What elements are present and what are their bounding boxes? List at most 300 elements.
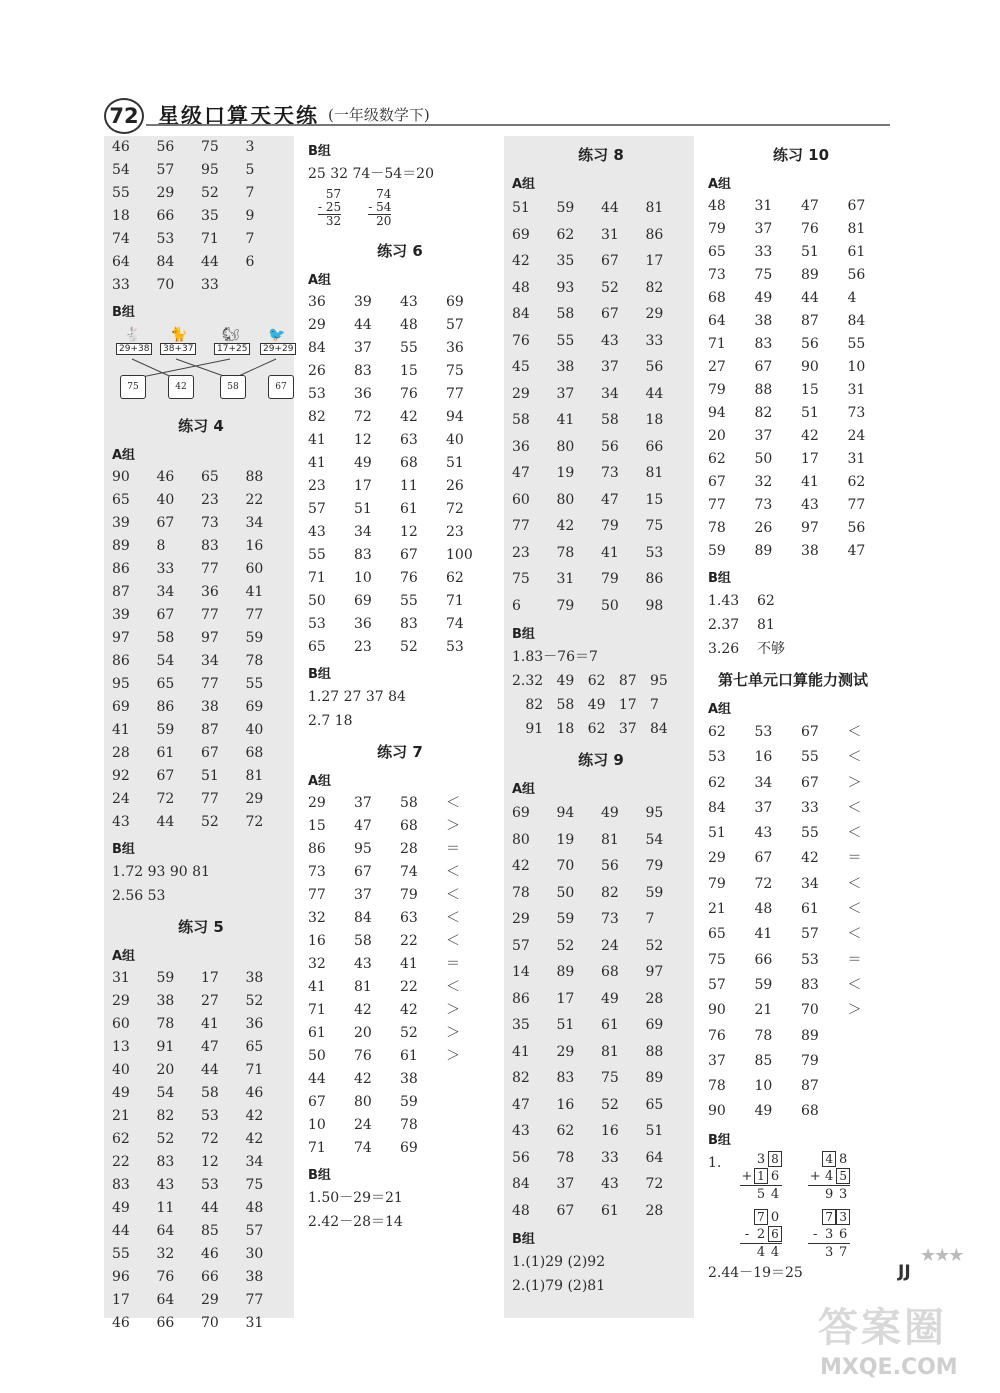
bird-icon: 🐦 — [268, 327, 286, 343]
answer-cell: 29 — [245, 791, 264, 807]
answer-row — [708, 287, 894, 310]
answer-cell: 83 — [754, 336, 773, 352]
answer-row — [512, 407, 690, 434]
answer-cell: 59 — [556, 911, 575, 927]
answer-cell: 41 — [308, 455, 326, 471]
answer-cell: 85 — [754, 1052, 773, 1069]
answer-row — [308, 1114, 492, 1137]
answer-cell: 53 — [201, 1108, 219, 1124]
answer-cell: 22 — [245, 492, 264, 508]
answer-cell: 34 — [354, 524, 372, 540]
answer-cell: 36 — [512, 438, 530, 455]
answer-cell: 71 — [308, 1002, 326, 1018]
answer-row — [308, 930, 492, 953]
answer-cell: 64 — [156, 1223, 175, 1239]
answer-cell: 47 — [601, 491, 619, 508]
answer-cell: 34 — [245, 1154, 264, 1170]
answer-row — [112, 274, 290, 297]
answer-row — [308, 429, 492, 452]
answer-cell: 76 — [354, 1048, 372, 1064]
answer-cell: 54 — [645, 831, 664, 848]
answer-cell: 84 — [308, 340, 326, 356]
answer-cell: 59 — [754, 976, 773, 993]
exercise-6-title: 练习 6 — [377, 242, 423, 260]
answer-line: 1.50－29＝21 — [308, 1190, 403, 1206]
answer-row — [308, 337, 492, 360]
answer-cell: 17 — [112, 1292, 130, 1308]
answer-cell: 31 — [847, 382, 866, 398]
answer-cell: 43 — [601, 332, 619, 349]
answer-cell: 51 — [708, 825, 726, 842]
answer-cell: 55 — [112, 185, 130, 201]
answer-cell: 77 — [446, 386, 464, 402]
answer-row — [112, 1289, 290, 1312]
answer-cell: 55 — [847, 336, 866, 352]
answer-cell: 89 — [112, 538, 130, 554]
answer-cell — [446, 1137, 492, 1160]
star-icon: ★★★ — [920, 1245, 963, 1266]
group-label-a: A组 — [308, 774, 332, 789]
answer-cell: 89 — [556, 964, 575, 980]
answer-cell: 64 — [112, 254, 130, 270]
answer-cell: 68 — [601, 964, 619, 980]
answer-cell: 52 — [556, 937, 575, 954]
answer-cell: 12 — [400, 524, 418, 540]
answer-cell: 67 — [801, 774, 819, 791]
answer-cell: 38 — [400, 1071, 418, 1087]
answer-cell: 68 — [801, 1103, 819, 1120]
answer-cell: 77 — [708, 497, 726, 513]
answer-cell: 42 — [801, 850, 819, 867]
answer-cell: 54 — [156, 653, 175, 669]
answer-column-2 — [300, 136, 496, 1318]
answer-cell: 78 — [708, 1078, 726, 1095]
answer-cell: 67 — [156, 768, 175, 784]
matching-puzzle — [112, 327, 294, 407]
answer-row — [708, 821, 894, 846]
answer-cell: 77 — [512, 518, 530, 534]
answer-row — [708, 517, 894, 540]
answer-row — [708, 897, 894, 922]
answer-cell: 32 — [754, 474, 773, 490]
group-label-b: B组 — [708, 571, 731, 586]
answer-cell: 61 — [601, 1202, 619, 1219]
answer-row — [112, 535, 290, 558]
answer-cell: 49 — [601, 990, 619, 1007]
answer-cell: 43 — [512, 1123, 530, 1139]
answer-cell: 52 — [201, 814, 219, 830]
answer-cell: 72 — [156, 791, 175, 807]
answer-cell: 41 — [245, 584, 264, 600]
answer-cell: 82 — [754, 405, 773, 421]
answer-cell: 74 — [400, 864, 418, 880]
answer-cell: 57 — [308, 501, 326, 517]
answer-row — [512, 880, 690, 907]
answer-cell: 19 — [556, 465, 575, 481]
answer-cell: ＜ — [847, 799, 862, 816]
answer-cell: 39 — [112, 515, 130, 531]
answer-cell: 71 — [308, 570, 326, 586]
answer-cell: 55 — [556, 332, 575, 349]
answer-cell: 31 — [847, 451, 866, 467]
answer-cell: 89 — [801, 267, 819, 283]
answer-row — [708, 846, 894, 871]
answer-cell — [446, 1114, 492, 1137]
answer-row — [112, 1128, 290, 1151]
exercise-7-title: 练习 7 — [377, 743, 423, 761]
answer-cell: 17 — [354, 478, 372, 494]
answer-cell: 32 — [308, 910, 326, 926]
answer-cell: 54 — [156, 1085, 175, 1101]
answer-cell: 10 — [308, 1117, 326, 1133]
answer-cell: 36 — [201, 584, 219, 600]
answer-cell: 16 — [245, 538, 264, 554]
answer-cell: 79 — [556, 597, 575, 614]
answer-cell: 43 — [601, 1176, 619, 1192]
answer-cell: 65 — [708, 244, 726, 260]
answer-cell: 43 — [354, 956, 372, 972]
answer-cell: 43 — [801, 497, 819, 513]
answer-cell: 31 — [112, 970, 130, 986]
answer-row — [112, 1174, 290, 1197]
answer-cell: 44 — [645, 385, 664, 402]
answer-cell: 80 — [512, 831, 530, 848]
answer-row — [512, 827, 690, 854]
answer-cell: 71 — [201, 231, 219, 247]
squirrel-icon: 🐿 — [222, 327, 240, 343]
answer-cell: 16 — [601, 1123, 619, 1139]
book-title: 星级口算天天练 — [158, 104, 319, 128]
answer-cell: 30 — [245, 1246, 264, 1262]
answer-cell: 70 — [201, 1315, 219, 1331]
answer-cell: 62 — [708, 451, 726, 467]
answer-cell: 36 — [354, 616, 372, 632]
answer-cell: 80 — [354, 1094, 372, 1110]
answer-cell: 43 — [400, 294, 418, 310]
answer-cell: 76 — [801, 221, 819, 237]
answer-column-3 — [504, 136, 694, 1318]
answer-row — [512, 1171, 690, 1198]
answer-cell: 53 — [156, 231, 175, 247]
answer-cell: 67 — [601, 253, 619, 269]
answer-cell: 82 — [512, 1070, 530, 1086]
answer-cell: 50 — [308, 1048, 326, 1064]
answer-cell: 72 — [446, 501, 464, 517]
answer-cell: 67 — [156, 515, 175, 531]
answer-cell: 57 — [801, 926, 819, 943]
answer-cell: 51 — [354, 501, 372, 517]
answer-cell: 76 — [400, 570, 418, 586]
answer-cell: 12 — [201, 1154, 219, 1170]
answer-cell: 89 — [645, 1070, 664, 1086]
answer-cell — [848, 1074, 895, 1099]
answer-cell: 40 — [112, 1062, 130, 1078]
answer-cell: 70 — [556, 858, 575, 874]
answer-cell: 41 — [601, 544, 619, 561]
answer-cell: 45 — [512, 359, 530, 375]
answer-cell: 15 — [400, 363, 418, 379]
answer-row — [512, 1039, 690, 1066]
chair: 58 — [220, 375, 246, 399]
exercise-5-a — [112, 967, 290, 1335]
answer-cell: 62 — [708, 774, 726, 791]
answer-column-4 — [700, 136, 898, 1318]
answer-cell: ＜ — [847, 976, 862, 993]
answer-cell: 65 — [156, 676, 175, 692]
answer-cell: 86 — [512, 990, 530, 1007]
answer-cell: 46 — [112, 139, 130, 155]
answer-cell: 78 — [245, 653, 264, 669]
answer-cell: 89 — [801, 1027, 819, 1044]
answer-cell: 94 — [446, 409, 464, 425]
answer-cell: 65 — [112, 492, 130, 508]
answer-cell: 36 — [308, 294, 326, 310]
rows-top — [112, 136, 290, 297]
answer-row — [308, 953, 492, 976]
answer-row — [308, 1045, 492, 1068]
answer-cell: 17 — [801, 451, 819, 467]
answer-row — [708, 1099, 894, 1124]
answer-cell: 73 — [201, 515, 219, 531]
answer-cell: 81 — [847, 221, 866, 237]
answer-cell: 20 — [156, 1062, 175, 1078]
answer-cell: 65 — [645, 1096, 664, 1113]
answer-cell: 78 — [400, 1117, 418, 1133]
answer-cell: 46 — [112, 1315, 130, 1331]
answer-cell: 29 — [156, 185, 175, 201]
answer-cell: 94 — [556, 805, 575, 821]
answer-cell: 15 — [801, 382, 819, 398]
answer-cell: 27 — [708, 359, 726, 375]
vertical-addition: 4 8 + 4 5 9 3 — [808, 1151, 850, 1203]
answer-cell: 33 — [112, 277, 130, 293]
answer-cell: 34 — [245, 515, 264, 531]
answer-row — [112, 765, 290, 788]
exercise-6-a — [308, 291, 492, 659]
answer-line: 2.7 18 — [308, 713, 353, 729]
answer-cell: 51 — [801, 405, 819, 421]
answer-row — [112, 696, 290, 719]
answer-cell: 37 — [354, 795, 372, 811]
answer-row — [512, 513, 690, 540]
answer-cell: 77 — [201, 791, 219, 807]
group-label-a: A组 — [308, 273, 332, 288]
answer-cell: 77 — [308, 887, 326, 903]
answer-cell: 50 — [556, 884, 575, 901]
answer-cell: 49 — [354, 455, 372, 471]
answer-cell: 73 — [708, 267, 726, 283]
answer-cell: 69 — [512, 226, 530, 243]
answer-cell: 53 — [708, 749, 726, 766]
answer-cell: 51 — [512, 200, 530, 216]
answer-cell: 28 — [645, 1202, 664, 1219]
answer-row — [308, 383, 492, 406]
answer-cell: 67 — [400, 547, 418, 563]
answer-cell: 82 — [601, 884, 619, 901]
answer-cell: 37 — [708, 1052, 726, 1069]
answer-cell: 83 — [801, 976, 819, 993]
answer-cell: 10 — [754, 1078, 773, 1095]
answer-cell: 41 — [308, 432, 326, 448]
answer-cell: 62 — [556, 226, 575, 243]
answer-cell: 38 — [245, 1269, 264, 1285]
answer-cell: 75 — [245, 1177, 264, 1193]
answer-cell: 47 — [512, 1096, 530, 1113]
answer-cell: 42 — [801, 428, 819, 444]
answer-cell: 29 — [112, 993, 130, 1009]
answer-cell: 58 — [156, 630, 175, 646]
vertical-addition: 3 8 + 1 6 5 4 — [740, 1151, 782, 1203]
answer-row — [112, 967, 290, 990]
answer-cell: 48 — [512, 1202, 530, 1219]
answer-line: 1.83－76＝7 — [512, 649, 598, 665]
puzzle-tag: 29+38 — [116, 343, 152, 355]
answer-cell: 58 — [556, 306, 575, 322]
answer-row — [112, 1059, 290, 1082]
answer-cell: 52 — [601, 1096, 619, 1113]
answer-row — [308, 976, 492, 999]
chair: 67 — [268, 375, 294, 399]
answer-row — [512, 1118, 690, 1145]
answer-cell: 23 — [308, 478, 326, 494]
answer-row — [112, 558, 290, 581]
answer-cell: 97 — [645, 964, 664, 980]
answer-row — [512, 328, 690, 355]
answer-cell: 69 — [512, 805, 530, 821]
answer-cell — [446, 1068, 492, 1091]
answer-cell: 61 — [308, 1025, 326, 1041]
answer-cell: 53 — [446, 639, 464, 655]
answer-row — [512, 434, 690, 461]
watermark-logo: 答案圈 — [818, 1305, 947, 1351]
answer-cell: 58 — [354, 933, 372, 949]
answer-cell: 97 — [201, 630, 219, 646]
answer-cell: 41 — [112, 722, 130, 738]
answer-cell: 61 — [601, 1017, 619, 1033]
answer-row — [708, 796, 894, 821]
answer-row — [708, 218, 894, 241]
answer-cell: 48 — [512, 279, 530, 296]
answer-cell: 37 — [754, 799, 773, 816]
answer-cell: 42 — [512, 858, 530, 874]
answer-cell: 56 — [847, 267, 866, 283]
answer-row — [112, 719, 290, 742]
answer-cell: 38 — [245, 970, 264, 986]
answer-row — [308, 590, 492, 613]
answer-row — [708, 872, 894, 897]
answer-cell: 20 — [708, 428, 726, 444]
answer-cell: 49 — [112, 1085, 130, 1101]
answer-row — [112, 136, 290, 159]
answer-cell: 60 — [512, 491, 530, 508]
answer-cell: 68 — [400, 455, 418, 471]
answer-cell: ＝ — [847, 951, 862, 968]
exercise-9-a — [512, 800, 690, 1224]
answer-cell: 49 — [754, 1103, 773, 1120]
answer-cell: 36 — [354, 386, 372, 402]
answer-row — [708, 1074, 894, 1099]
answer-cell: 59 — [245, 630, 264, 646]
answer-cell: ＜ — [446, 933, 460, 949]
answer-cell: 98 — [645, 597, 664, 614]
answer-cell: 42 — [556, 518, 575, 534]
answer-cell: 47 — [354, 818, 372, 834]
answer-row — [112, 990, 290, 1013]
answer-row — [112, 1082, 290, 1105]
answer-row — [512, 906, 690, 933]
answer-row — [708, 448, 894, 471]
answer-row — [112, 1266, 290, 1289]
answer-row — [708, 471, 894, 494]
answer-cell: 70 — [156, 277, 175, 293]
watermark-url: MXQE.COM — [820, 1355, 958, 1380]
answer-cell: ＝ — [847, 850, 862, 867]
answer-cell: 38 — [754, 313, 773, 329]
answer-cell: 7 — [245, 185, 255, 201]
answer-cell: 24 — [847, 428, 866, 444]
answer-cell: 32 — [156, 1246, 175, 1262]
answer-cell: 31 — [556, 571, 575, 587]
answer-row — [112, 512, 290, 535]
answer-cell: ＜ — [446, 864, 460, 880]
answer-cell: ＜ — [446, 910, 460, 926]
answer-cell: 57 — [512, 937, 530, 954]
answer-cell: 79 — [645, 858, 664, 874]
answer-cell: 66 — [201, 1269, 219, 1285]
answer-cell: 61 — [400, 1048, 418, 1064]
answer-line: 1.(1)29 (2)92 — [512, 1254, 606, 1270]
answer-cell: 41 — [512, 1043, 530, 1060]
answer-cell: 56 — [801, 336, 819, 352]
answer-cell: 60 — [245, 561, 264, 577]
answer-cell: 63 — [400, 910, 418, 926]
answer-cell: 56 — [601, 438, 619, 455]
answer-cell: ＜ — [446, 887, 460, 903]
answer-row — [112, 489, 290, 512]
answer-cell: 83 — [201, 538, 219, 554]
answer-cell: 57 — [446, 317, 464, 333]
answer-cell: 68 — [708, 290, 726, 306]
answer-cell: 100 — [446, 547, 473, 563]
answer-cell: 74 — [446, 616, 464, 632]
answer-line: 91 18 62 37 84 — [512, 721, 668, 737]
addition-puzzles — [708, 1151, 894, 1261]
answer-cell: 8 — [156, 538, 166, 554]
answer-cell: 65 — [245, 1039, 264, 1055]
answer-cell: 40 — [156, 492, 175, 508]
answer-cell: 70 — [801, 1002, 819, 1019]
answer-cell: 72 — [354, 409, 372, 425]
answer-row — [112, 742, 290, 765]
answer-cell: 94 — [708, 405, 726, 421]
answer-row — [308, 360, 492, 383]
answer-cell: 87 — [801, 1078, 819, 1095]
answer-cell: 52 — [400, 1025, 418, 1041]
answer-row — [708, 948, 894, 973]
answer-row — [708, 745, 894, 770]
answer-cell: 77 — [245, 1292, 264, 1308]
answer-row — [308, 291, 492, 314]
vertical-subtractions — [308, 186, 492, 232]
answer-cell: 68 — [245, 745, 264, 761]
answer-cell: 77 — [201, 607, 219, 623]
answer-cell: 73 — [754, 497, 773, 513]
answer-cell: 22 — [400, 933, 418, 949]
answer-cell: 67 — [754, 850, 773, 867]
answer-cell: 78 — [156, 1016, 175, 1032]
answer-cell: 11 — [400, 478, 418, 494]
answer-cell: 61 — [847, 244, 866, 260]
